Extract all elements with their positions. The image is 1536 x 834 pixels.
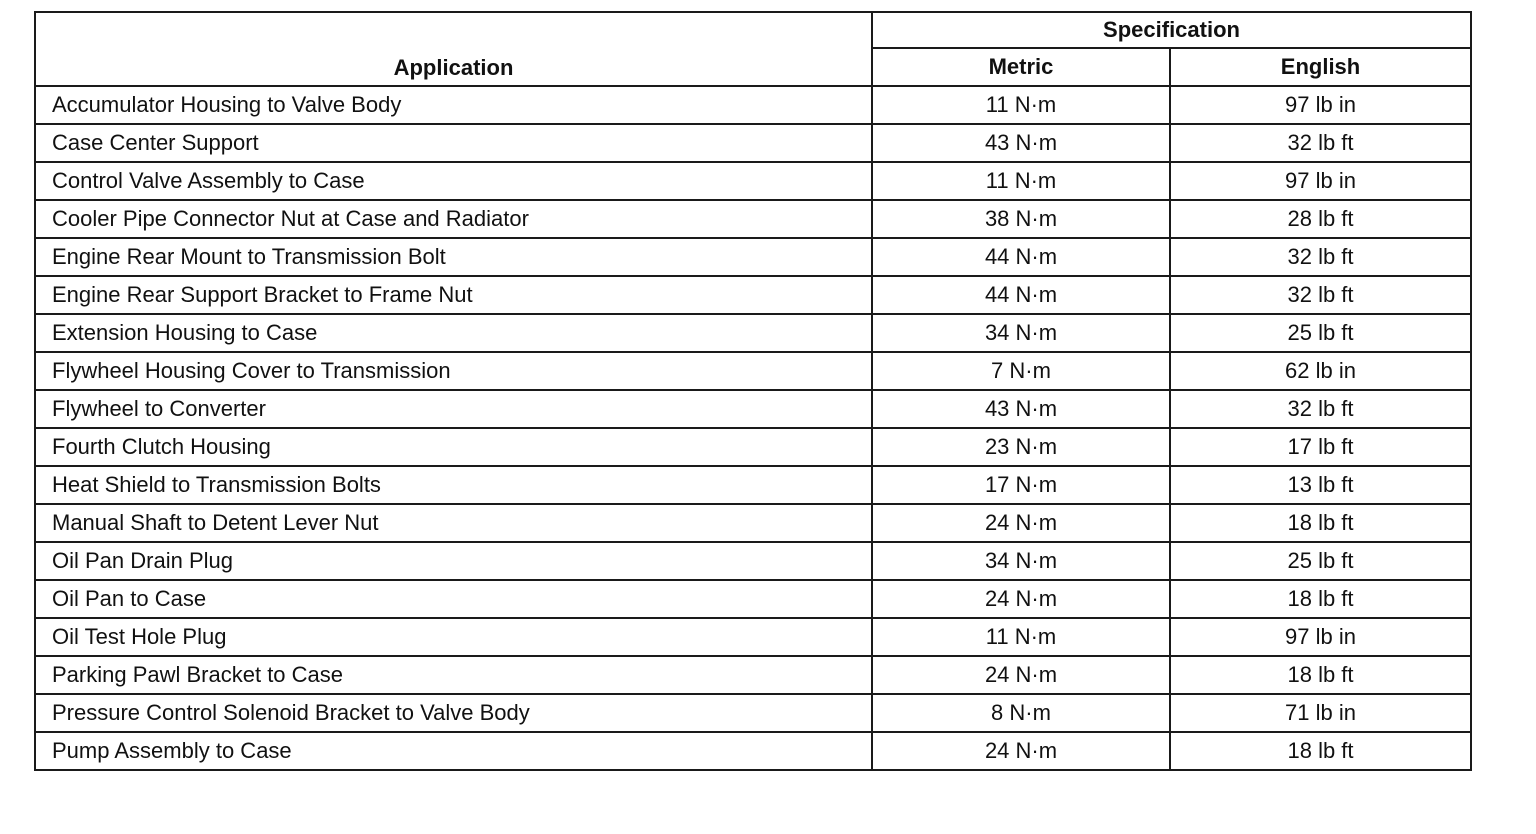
application-cell: Heat Shield to Transmission Bolts: [35, 466, 872, 504]
table-row: [35, 732, 1471, 770]
english-value-cell: 62 lb in: [1170, 352, 1471, 390]
application-cell: Extension Housing to Case: [35, 314, 872, 352]
table-row: [35, 618, 1471, 656]
application-cell: Accumulator Housing to Valve Body: [35, 86, 872, 124]
application-cell: Parking Pawl Bracket to Case: [35, 656, 872, 694]
application-cell: Fourth Clutch Housing: [35, 428, 872, 466]
metric-value-cell: 11 N·m: [872, 162, 1170, 200]
table-row: [35, 200, 1471, 238]
table-row: [35, 86, 1471, 124]
header-row-top: [35, 12, 1471, 48]
metric-value-cell: 44 N·m: [872, 276, 1170, 314]
metric-value-cell: 24 N·m: [872, 580, 1170, 618]
english-value-cell: 71 lb in: [1170, 694, 1471, 732]
english-value-cell: 13 lb ft: [1170, 466, 1471, 504]
application-cell: Pressure Control Solenoid Bracket to Valve Body: [35, 694, 872, 732]
english-value-cell: 18 lb ft: [1170, 656, 1471, 694]
english-value-cell: 17 lb ft: [1170, 428, 1471, 466]
english-value-cell: 25 lb ft: [1170, 314, 1471, 352]
application-cell: Oil Pan to Case: [35, 580, 872, 618]
table-row: [35, 580, 1471, 618]
english-value-cell: 97 lb in: [1170, 162, 1471, 200]
table-row: [35, 352, 1471, 390]
table-row: [35, 694, 1471, 732]
table-row: [35, 466, 1471, 504]
metric-value-cell: 34 N·m: [872, 314, 1170, 352]
application-cell: Cooler Pipe Connector Nut at Case and Radiator: [35, 200, 872, 238]
application-cell: Manual Shaft to Detent Lever Nut: [35, 504, 872, 542]
english-value-cell: 32 lb ft: [1170, 390, 1471, 428]
table-row: [35, 428, 1471, 466]
metric-value-cell: 24 N·m: [872, 656, 1170, 694]
application-cell: Pump Assembly to Case: [35, 732, 872, 770]
application-cell: Engine Rear Support Bracket to Frame Nut: [35, 276, 872, 314]
table-row: [35, 162, 1471, 200]
english-value-cell: 18 lb ft: [1170, 504, 1471, 542]
english-column-header: English: [1170, 48, 1471, 86]
application-cell: Oil Test Hole Plug: [35, 618, 872, 656]
english-value-cell: 32 lb ft: [1170, 124, 1471, 162]
metric-value-cell: 44 N·m: [872, 238, 1170, 276]
english-value-cell: 18 lb ft: [1170, 732, 1471, 770]
metric-value-cell: 34 N·m: [872, 542, 1170, 580]
english-value-cell: 97 lb in: [1170, 86, 1471, 124]
english-value-cell: 28 lb ft: [1170, 200, 1471, 238]
table-row: [35, 504, 1471, 542]
metric-value-cell: 24 N·m: [872, 732, 1170, 770]
table-row: [35, 124, 1471, 162]
table-header: [35, 12, 1471, 86]
application-cell: Control Valve Assembly to Case: [35, 162, 872, 200]
application-column-header: Application: [35, 12, 872, 86]
metric-value-cell: 7 N·m: [872, 352, 1170, 390]
english-value-cell: 32 lb ft: [1170, 238, 1471, 276]
english-value-cell: 97 lb in: [1170, 618, 1471, 656]
metric-value-cell: 8 N·m: [872, 694, 1170, 732]
torque-specification-table: [34, 11, 1472, 771]
application-cell: Flywheel Housing Cover to Transmission: [35, 352, 872, 390]
metric-value-cell: 43 N·m: [872, 390, 1170, 428]
metric-column-header: Metric: [872, 48, 1170, 86]
specification-group-header: Specification: [872, 12, 1471, 48]
table-row: [35, 314, 1471, 352]
english-value-cell: 18 lb ft: [1170, 580, 1471, 618]
metric-value-cell: 38 N·m: [872, 200, 1170, 238]
application-cell: Case Center Support: [35, 124, 872, 162]
english-value-cell: 25 lb ft: [1170, 542, 1471, 580]
metric-value-cell: 23 N·m: [872, 428, 1170, 466]
table-row: [35, 276, 1471, 314]
table-row: [35, 656, 1471, 694]
table-body: [35, 86, 1471, 770]
application-cell: Flywheel to Converter: [35, 390, 872, 428]
english-value-cell: 32 lb ft: [1170, 276, 1471, 314]
metric-value-cell: 43 N·m: [872, 124, 1170, 162]
application-cell: Engine Rear Mount to Transmission Bolt: [35, 238, 872, 276]
table-row: [35, 542, 1471, 580]
table-row: [35, 238, 1471, 276]
metric-value-cell: 11 N·m: [872, 618, 1170, 656]
metric-value-cell: 11 N·m: [872, 86, 1170, 124]
table-row: [35, 390, 1471, 428]
metric-value-cell: 24 N·m: [872, 504, 1170, 542]
metric-value-cell: 17 N·m: [872, 466, 1170, 504]
application-cell: Oil Pan Drain Plug: [35, 542, 872, 580]
